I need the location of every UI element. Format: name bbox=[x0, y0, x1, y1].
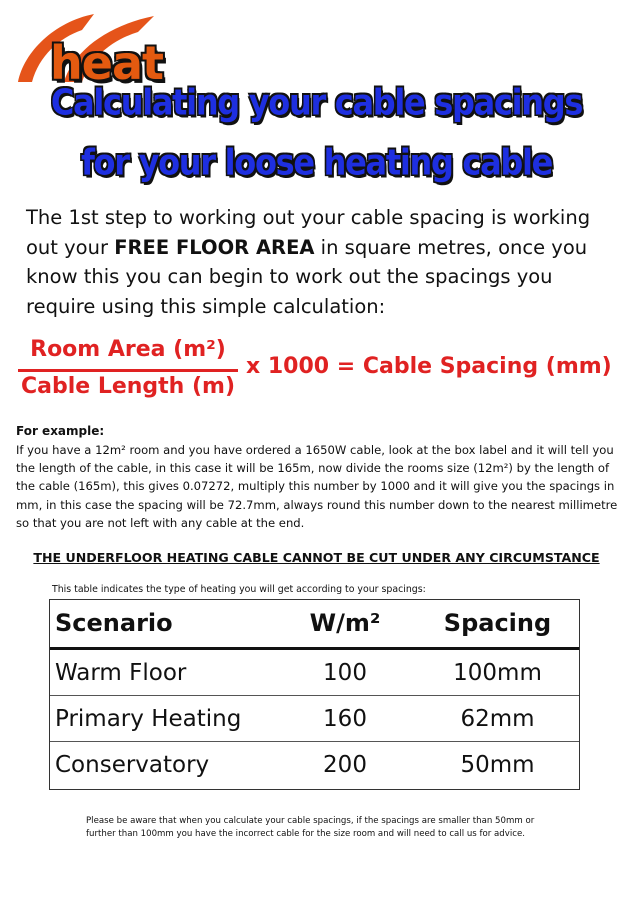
cell-watts: 100 bbox=[323, 660, 367, 686]
cell-watts: 200 bbox=[323, 752, 367, 778]
header-spacing: Spacing bbox=[443, 609, 552, 637]
cell-scenario: Warm Floor bbox=[55, 660, 187, 686]
table-caption: This table indicates the type of heating you will get according to your spacings: bbox=[52, 584, 426, 595]
intro-paragraph bbox=[26, 203, 611, 321]
example-heading: For example: bbox=[16, 424, 105, 438]
cell-watts: 160 bbox=[323, 706, 367, 732]
intro-text-before: The 1st step to working out your cable spacing is working out your bbox=[26, 206, 591, 259]
cell-spacing: 50mm bbox=[460, 752, 535, 778]
example-body: If you have a 12m² room and you have ordered a 1650W cable, look at the box label and it will tell you the length of the cable, in this case it will be 165m, now divide the rooms size (12m²) by the length of the cable (165m), this gives 0.07272, multiply this number by 1000 and it will give you the spacings in mm, in this case the spacing will be 72.7mm, always round this number down to the nearest millimetre so that you are not left with any cable at the end. bbox=[16, 443, 618, 530]
cell-scenario: Conservatory bbox=[55, 752, 210, 778]
header-watts-per-m2: W/m² bbox=[309, 609, 381, 637]
table-row bbox=[50, 742, 579, 788]
page-title-line-2: for your loose heating cable bbox=[80, 140, 553, 184]
cell-spacing: 62mm bbox=[460, 706, 535, 732]
heat-logo bbox=[14, 12, 174, 88]
footnote-advice: Please be aware that when you calculate your cable spacings, if the spacings are smaller than 50mm or further than 100mm you have the incorrect cable for the size room and will need to call us for advice. bbox=[86, 816, 535, 839]
formula-fraction-bar bbox=[18, 369, 238, 372]
formula-numerator: Room Area (m²) bbox=[30, 337, 226, 362]
page-title-line-1: Calculating your cable spacings bbox=[50, 80, 583, 124]
table-row bbox=[50, 696, 579, 742]
cell-spacing: 100mm bbox=[453, 660, 542, 686]
formula-result: x 1000 = Cable Spacing (mm) bbox=[246, 354, 612, 379]
intro-emphasis: FREE FLOOR AREA bbox=[114, 235, 315, 259]
intro-text-after: in square metres, once you know this you can begin to work out the spacings you require using this simple calculation: bbox=[26, 235, 588, 318]
header-scenario: Scenario bbox=[55, 609, 173, 637]
warning-notice: THE UNDERFLOOR HEATING CABLE CANNOT BE CUT UNDER ANY CIRCUMSTANCE bbox=[33, 550, 600, 565]
formula-denominator: Cable Length (m) bbox=[20, 374, 236, 399]
spacing-table bbox=[49, 599, 580, 790]
table-row bbox=[50, 650, 579, 696]
cell-scenario: Primary Heating bbox=[55, 706, 242, 732]
logo-wordmark: heat bbox=[50, 36, 163, 90]
table-header-row bbox=[50, 600, 579, 647]
